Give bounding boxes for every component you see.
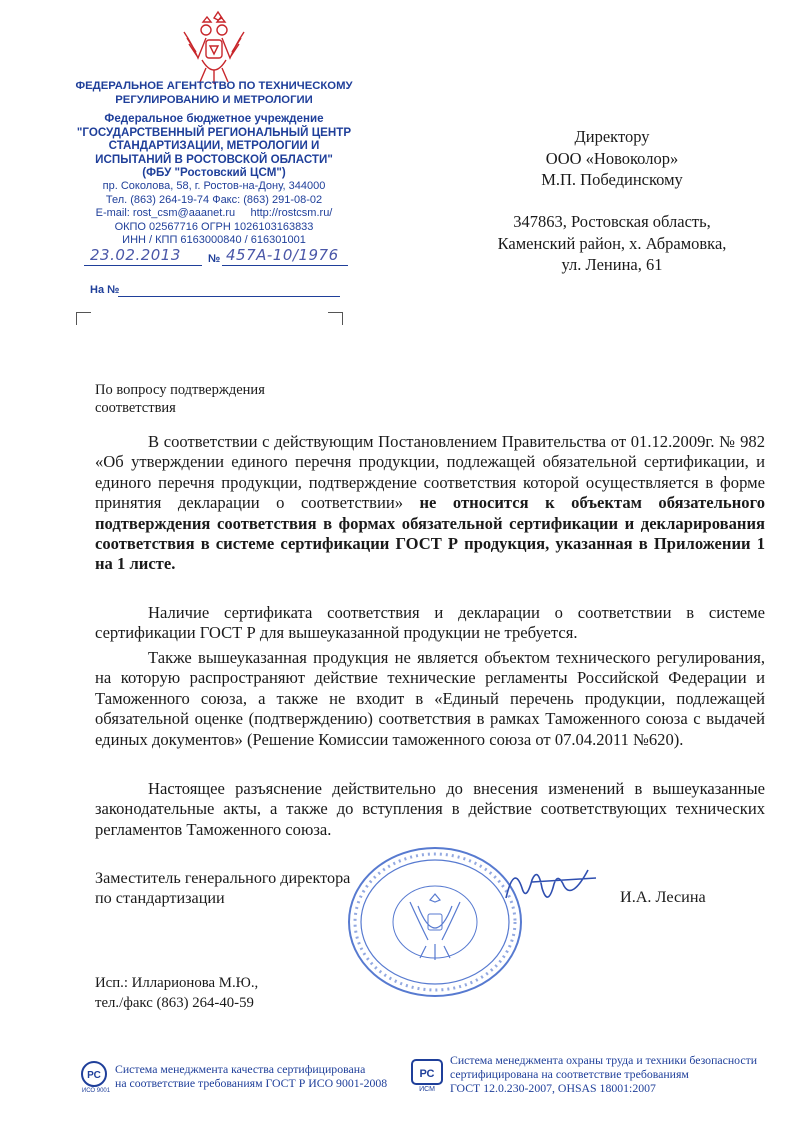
signatory-name: И.А. Лесина <box>620 888 706 906</box>
ohsas-logo <box>410 1056 446 1092</box>
addressee-block: Директору ООО «Новоколор» М.П. Побединскому <box>541 127 683 189</box>
organization-name: Федеральное бюджетное учреждение "ГОСУДАРСТВЕННЫЙ РЕГИОНАЛЬНЫЙ ЦЕНТР СТАНДАРТИЗАЦИИ, МЕТРОЛОГИИ И ИСПЫТАНИЙ В РОСТОВСКОЙ ОБЛАСТИ" (ФБУ "Ростовский ЦСМ") <box>76 112 352 180</box>
svg-text:ИСМ: ИСМ <box>419 1086 435 1092</box>
inn-kpp: ИНН / КПП 6163000840 / 616301001 <box>122 234 306 246</box>
letter-subject: По вопросу подтверждения соответствия <box>95 382 265 416</box>
executor-info: Исп.: Илларионова М.Ю., тел./факс (863) 264-40-59 <box>95 975 259 1011</box>
address: пр. Соколова, 58, г. Ростов-на-Дону, 344000 <box>102 180 326 192</box>
svg-text:ИСО 9001: ИСО 9001 <box>81 1088 111 1094</box>
paragraph-4: Настоящее разъяснение действительно до внесения изменений в вышеуказанные законодательные акты, а также до вступления в действие соответствующих технических регламентов Таможенного союза. <box>95 779 765 839</box>
footer-safety-certification: Система менеджмента охраны труда и техники безопасности сертифицирована на соответствие требованиям ГОСТ 12.0.230-2007, OHSAS 18001:2007 <box>450 1053 758 1095</box>
window-bracket-left <box>76 312 91 325</box>
handwritten-signature <box>492 858 602 918</box>
website-link[interactable]: http://rostcsm.ru/ <box>250 207 333 219</box>
coat-of-arms-emblem <box>178 8 250 88</box>
paragraph-1: В соответствии с действующим Постановлением Правительства от 01.12.2009г. № 982 «Об утверждении единого перечня продукции, подлежащей обязательной сертификации, и единого перечня продукции, подтверждение соответствия которой осуществляется в форме принятия декларации о соответствии» не относится к объектам обязательного подтверждения соответствия в формах обязательной сертификации и декларирования соответствия в системе сертификации ГОСТ Р продукция, указанная в Приложении 1 на 1 листе. <box>95 432 765 574</box>
reference-label: На № <box>90 284 120 296</box>
signatory-position: Заместитель генерального директора по стандартизации <box>95 869 351 907</box>
window-bracket-right <box>328 312 343 325</box>
phone-fax: Тел. (863) 264-19-74 Факс: (863) 291-08-02 <box>105 193 323 206</box>
agency-name: ФЕДЕРАЛЬНОЕ АГЕНТСТВО ПО ТЕХНИЧЕСКОМУ РЕГУЛИРОВАНИЮ И МЕТРОЛОГИИ <box>75 80 353 106</box>
okpo-ogrn: ОКПО 02567716 ОГРН 1026103163833 <box>114 220 314 233</box>
registration-number: 457А-10/1976 <box>226 246 339 264</box>
addressee-address: 347863, Ростовская область, Каменский район, х. Абрамовка, ул. Ленина, 61 <box>497 212 727 274</box>
registration-date: 23.02.2013 <box>90 246 181 264</box>
number-label: № <box>208 253 221 265</box>
iso-9001-logo <box>78 1058 114 1094</box>
footer-quality-certification: Система менеджмента качества сертифицирована на соответствие требованиям ГОСТ Р ИСО 9001-2008 <box>115 1062 388 1090</box>
email[interactable]: E-mail: rost_csm@aaanet.ru <box>95 207 236 219</box>
svg-text:РС: РС <box>419 1068 435 1080</box>
paragraph-2: Наличие сертификата соответствия и декларации о соответствии в системе сертификации ГОСТ Р для вышеуказанной продукции не требуется. <box>95 603 765 643</box>
organization-contacts <box>50 180 378 248</box>
paragraph-3: Также вышеуказанная продукция не является объектом технического регулирования, на которую распространяют действие технические регламенты Российской Федерации и Таможенного союза, а также не входит в «Единый перечень продукции, подлежащей обязательной оценке (подтверждению) соответствия в рамках Таможенного союза с выдачей единых документов» (Решение Комиссии таможенного союза от 07.04.2011 №620). <box>95 648 765 749</box>
bold-statement: не относится к объектам обязательного подтверждения соответствия в формах обязательной сертификации и декларирования соответствия в системе сертификации ГОСТ Р продукция, указанная в Приложении 1 на 1 листе. <box>95 493 765 574</box>
registration-line <box>84 248 348 268</box>
reference-line <box>84 282 348 302</box>
svg-text:РС: РС <box>87 1070 101 1081</box>
